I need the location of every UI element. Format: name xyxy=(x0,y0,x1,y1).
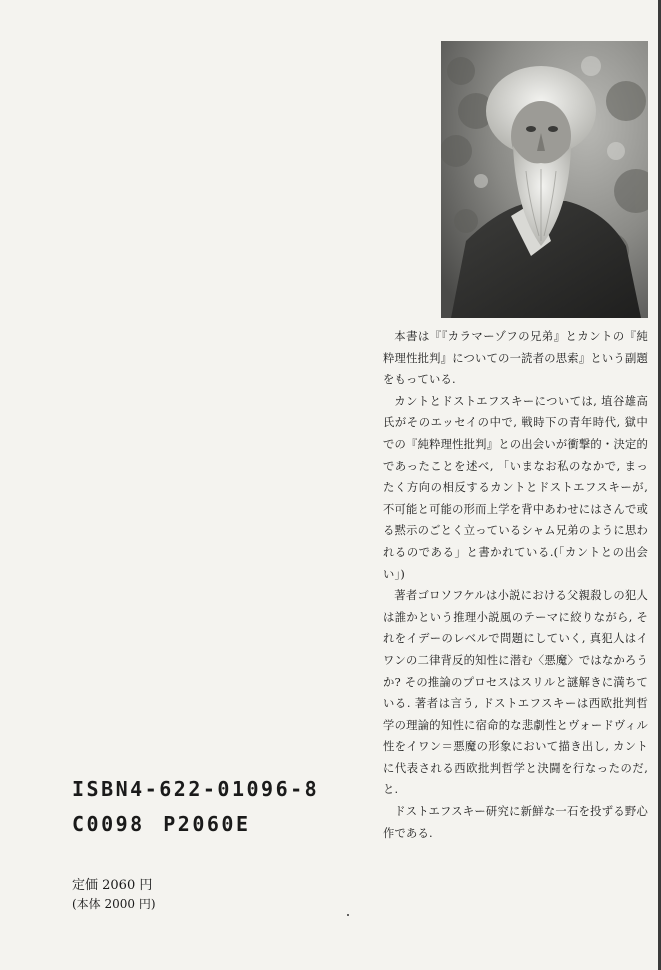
author-portrait-photo xyxy=(441,41,648,318)
print-mark xyxy=(347,914,349,916)
description-paragraph: ドストエフスキー研究に新鮮な一石を投ずる野心作である. xyxy=(383,805,648,840)
isbn-code: ISBN4-622-01096-8 xyxy=(72,777,320,801)
description-paragraph: 本書は『『カラマーゾフの兄弟』とカントの『純粋理性批判』についての一読者の思索』という副題をもっている. xyxy=(383,330,648,387)
price-block xyxy=(72,877,156,913)
description-paragraph: 著者ゴロソフケルは小説における父親殺しの犯人は誰かという推理小説風のテーマに絞りながら, それをイデーのレベルで問題にしていく, 真犯人はイワンの二律背反的知性に潜む〈悪魔〉ではなかろうか? その推論のプロセスはスリルと謎解きに満ちている. 著者は言う, ドストエフスキーは西欧批判哲学の理論的知性に宿命的な悲劇性とヴォードヴィル性をイワン＝悪魔の形象において描き出し, カントに代表される西欧批判哲学と決闘を行なったのだ, と. xyxy=(383,589,648,797)
description-paragraph: カントとドストエフスキーについては, 埴谷雄高氏がそのエッセイの中で, 戦時下の青年時代, 獄中での『純粋理性批判』との出会いが衝撃的・決定的であったことを述べ, 「いまなお私のなかで, まったく方向の相反するカントとドストエフスキーが, 不可能と可能の形而上学を背中あわせにはさんで或る黙示のごとく立っているシャム兄弟のように思われるのである」と書かれている.(「カントとの出会い」) xyxy=(383,394,648,581)
classification-code: C0098 P2060E xyxy=(72,812,251,836)
price-fixed: 定価 2060 円 xyxy=(72,878,153,893)
price-base: (本体 2000 円) xyxy=(72,897,156,911)
book-description xyxy=(383,326,648,844)
